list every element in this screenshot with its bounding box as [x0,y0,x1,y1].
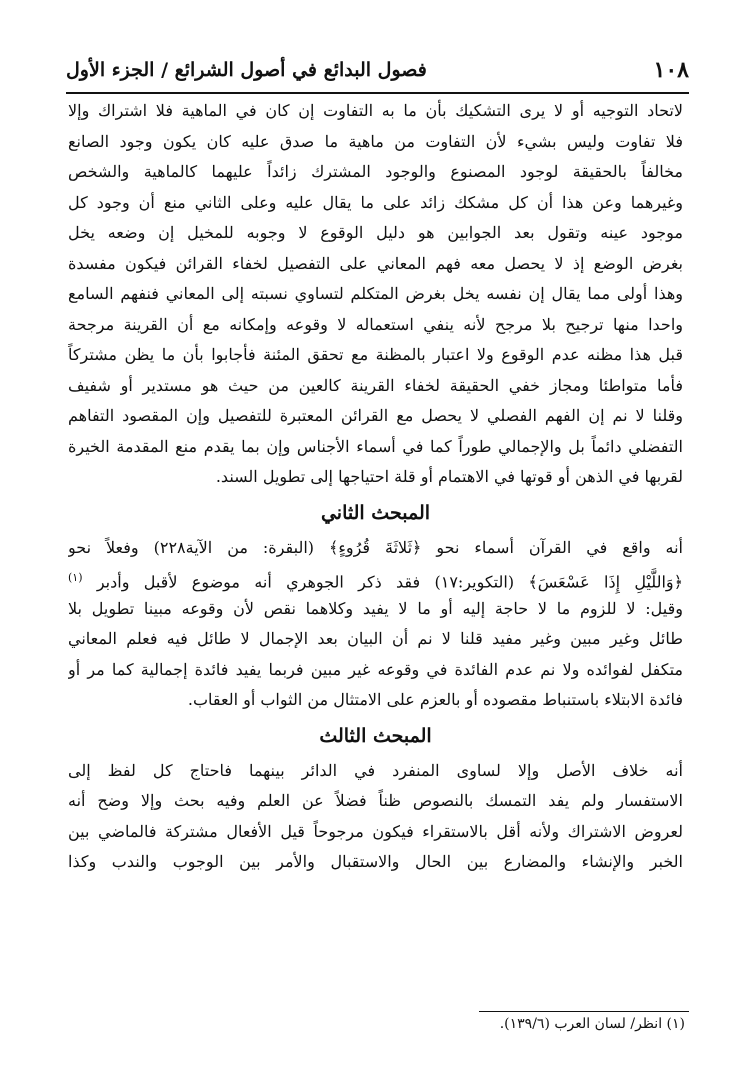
text-line: لاتحاد التوجيه أو لا يرى التشكيك بأن ما به التفاوت إن كان في الماهية فلا اشتراك وإلا [68,101,683,120]
text-line: متكفل لفوائده ولا نم عدم الفائدة في وقوعه غير مبين فربما يفيد فائدة إجمالية كما مر أو [68,659,683,679]
book-title: فصول البدائع في أصول الشرائع / الجزء الأول [66,59,427,81]
section-heading-3: المبحث الثالث [319,724,432,747]
text-line: لقربها في الذهن أو قوتها في الاهتمام أو قلة احتياجها إلى تطويل السند. [215,467,683,486]
paragraph-block-3 [68,756,683,878]
text-line: وقلنا لا نم إن الفهم الفصلي لا يحصل مع القرائن المعتبرة للتفصيل وإن المقصود التفاهم [68,406,683,425]
text-line: طائل وغير مبين وغير مفيد قلنا لا نم أن البيان بعد الإجمال لا طائل فيه فعلم المعاني [68,629,683,648]
text-line: واحدا منها ترجيح بلا مرجح لأنه ينفي استعماله لا وقوعه وإمكانه مع أن القرينة مرجحة [68,314,683,334]
running-header [66,52,689,88]
text-line: الخبر والإنشاء والمضارع بين الحال والاستقبال والأمر بين الوجوب والندب وكذا [68,852,683,871]
text-line: وهذا أولى مما يقال إن نفسه يخل بغرض المتكلم لتساوي نسبته إلى المعاني فنفهم السامع [68,284,683,303]
footnote-rule [479,1011,689,1012]
text-line: فلا تفاوت وليس بشيء لأن التفاوت من ماهية ما صدق عليه كان يكون وجود الصانع [68,131,683,151]
text-line: أنه واقع في القرآن أسماء نحو ﴿ثَلاثَةَ قُرُوءٍ﴾ (البقرة: من الآية٢٢٨) وفعلاً نحو [68,537,683,557]
text-line: قبل هذا مظنه عدم الوقوع ولا اعتبار بالمظنة مع تحقق المئنة فأجابوا بأن ما يظن مشتركاً [68,345,683,364]
text-line: وغيرهما وعن هذا أن كل مشكك زائد على ما يقال عليه وعلى الثاني منع أن وجود كل [68,192,683,212]
text-line [68,563,683,594]
paragraph-block-1 [68,96,683,493]
text-line: أنه خلاف الأصل وإلا لساوى المنفرد في الدائر بينهما فاحتاج كل لفظ إلى [68,760,683,780]
paragraph-block-2 [68,533,683,716]
page-number: ١٠٨ [653,57,689,83]
text-line-content: ﴿وَاللَّيْلِ إِذَا عَسْعَسَ﴾ (التكوير:١٧) فقد ذكر الجوهري أنه موضوع لأقبل وأدبر [96,572,683,592]
text-line: فائدة الابتلاء باستنباط مقصوده أو بالعزم على الامتثال من الثواب أو العقاب. [187,690,683,709]
text-line: موجود عينه وتقول بعد الجوابين هو دليل الوقوع لا وجوبه للمخيل إن وضعه يخل [68,223,683,242]
footnote: (١) انظر/ لسان العرب (١٣٩/٦). [499,1016,685,1032]
text-line: التفضلي دائماً بل والإجمالي طوراً كما في أسماء الأجناس وإن بما يقدم منع المقدمة الخيرة [68,436,683,456]
text-line: لعروض الاشتراك ولأنه أقل بالاستقراء فيكون مرجوحاً قيل الأفعال مشتركة فالماضي بين [68,821,683,841]
footnote-marker[interactable]: (١) [68,571,83,584]
text-line: فأما متواطئا ومجاز خفي الحقيقة لخفاء القرينة كالعين من حيث هو مستدير أو شفيف [68,375,683,395]
text-line: بغرض الوضع إذ لا يحصل معه فهم المعاني على التفصيل لخفاء القرائن فيكون مفسدة [68,253,683,273]
page-body [68,96,683,1087]
header-rule [66,92,689,94]
text-line: مخالفاً بالحقيقة لوجود المصنوع والوجود المشترك زائداً عليهما كالماهية والشخص [68,162,683,181]
text-line: وقيل: لا للزوم ما لا حاجة إليه أو ما لا يفيد وكلاهما نقص لأن وقوعه مبينا تطويل بلا [68,598,683,618]
text-line: الاستفسار ولم يفد التمسك بالنصوص ظناً فضلاً عن العلم وفيه بحث وإلا وضح أنه [68,791,683,810]
section-heading-2: المبحث الثاني [320,501,431,524]
